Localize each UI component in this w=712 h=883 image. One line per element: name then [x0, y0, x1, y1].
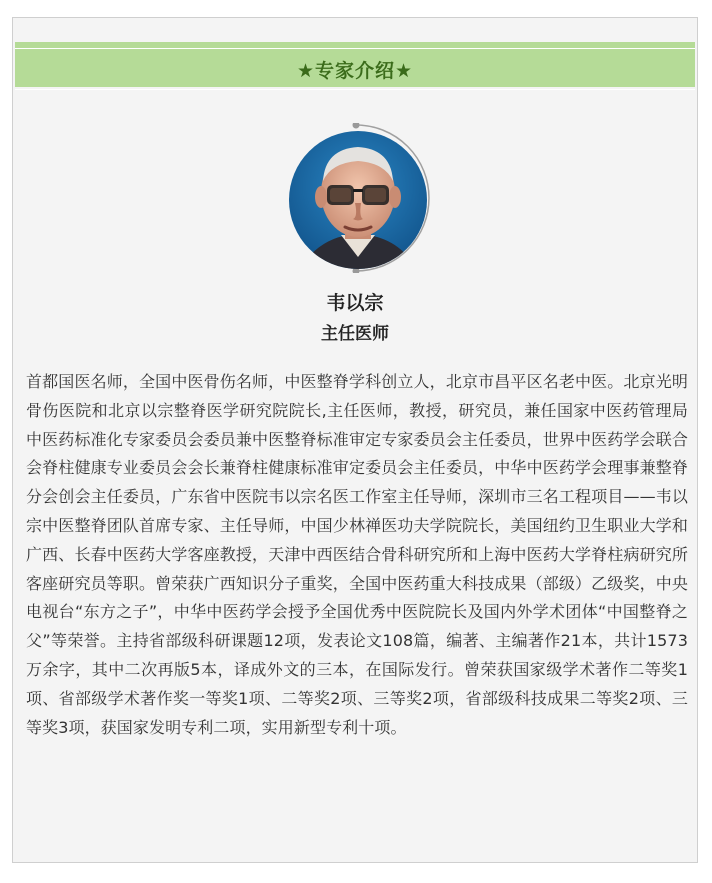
- expert-photo: [289, 131, 427, 269]
- expert-intro-card: [12, 17, 698, 863]
- portrait-illustration: [289, 131, 427, 269]
- section-title: ★专家介绍★: [296, 60, 414, 82]
- expert-biography: 首都国医名师，全国中医骨伤名师，中医整脊学科创立人，北京市昌平区名老中医。北京光明骨伤医院和北京以宗整脊医学研究院院长,主任医师，教授，研究员，兼任国家中医药管理局中医药标准化专家委员会委员兼中医整脊标准审定专家委员会主任委员，世界中医药学会联合会脊柱健康专业委员会会长兼脊柱健康标准审定委员会主任委员，中华中医药学会理事兼整脊分会创会主任委员，广东省中医院韦以宗名医工作室主任导师，深圳市三名工程项目——韦以宗中医整脊团队首席专家、主任导师，中国少林禅医功夫学院院长，美国纽约卫生职业大学和广西、长春中医药大学客座教授，天津中西医结合骨科研究所和上海中医药大学脊柱病研究所客座研究员等职。曾荣获广西知识分子重奖，全国中医药重大科技成果（部级）乙级奖，中央电视台“东方之子”，中华中医药学会授予全国优秀中医院院长及国内外学术团体“中国整脊之父”等荣誉。主持省部级科研课题12项，发表论文108篇，编著、主编著作21本，共计1573万余字，其中二次再版5本，译成外文的三本，在国际发行。曾荣获国家级学术著作二等奖1项、省部级学术著作奖一等奖1项、二等奖2项、三等奖2项，省部级科技成果二等奖2项、三等奖3项，获国家发明专利二项，实用新型专利十项。: [26, 372, 688, 737]
- expert-position: 主任医师: [321, 324, 389, 344]
- section-header-band: [15, 42, 695, 87]
- portrait-frame: [283, 123, 433, 273]
- expert-name: 韦以宗: [326, 292, 384, 314]
